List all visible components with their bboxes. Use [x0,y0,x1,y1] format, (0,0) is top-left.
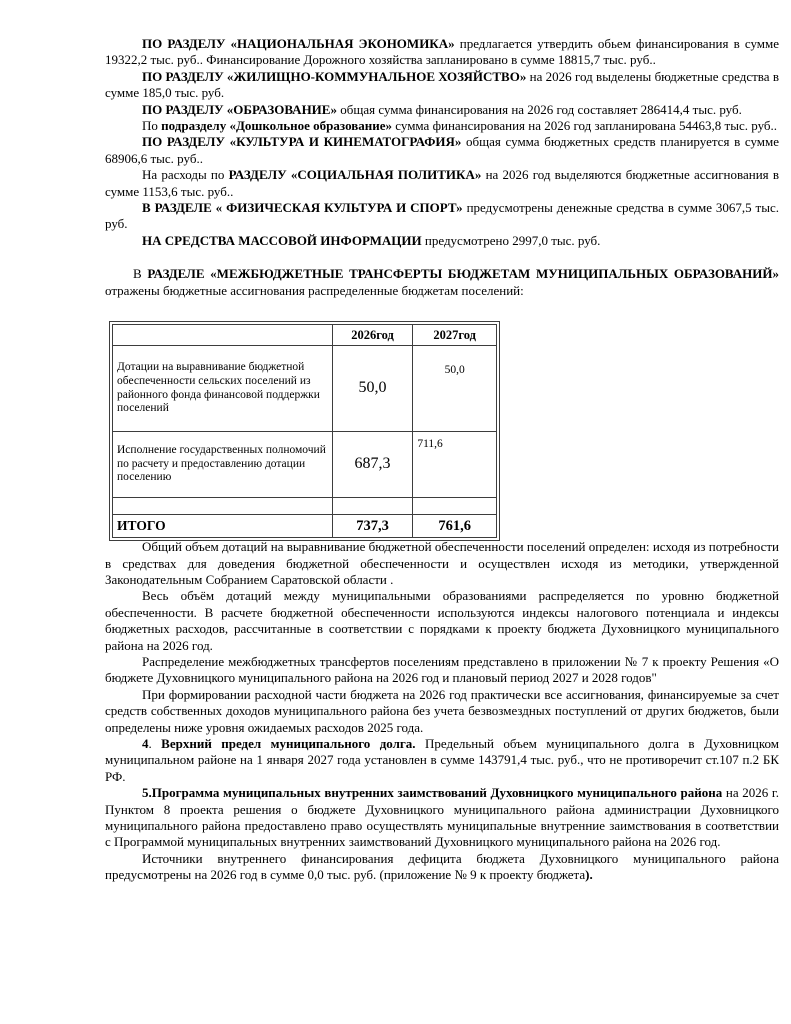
item-heading-debt-limit: Верхний предел муниципального долга. [161,735,416,751]
paragraph-text: на 2026 г. Пунктом 8 проекта решения о бюджете Духовницкого муниципального района администрации Духовницкого муниципального района предоставлено право осуществлять муниципальные внутренние заимствования в соответствии с Программой муниципальных внутренних заимствований Духовницкого муниципального района на 2026 год. [105,785,780,850]
item-heading-borrowing-program: 5.Программа муниципальных внутренних заимствований Духовницкого муниципального района [142,785,723,801]
table-cell-2027-value [413,498,497,515]
paragraph-text: на 2026 год выделены бюджетные средства в сумме 185,0 тыс. руб. [105,68,779,101]
section-heading-national-economy: ПО РАЗДЕЛУ «НАЦИОНАЛЬНАЯ ЭКОНОМИКА» [142,36,455,51]
paragraph-text: Распределение межбюджетных трансфертов поселениям представлено в приложении № 7 к проекту Решения «О бюджете Духовницкого муниципального района на 2026 год и плановый период 2027 и 2028 годов" [105,653,779,686]
paragraph-physical-culture-sport [105,200,779,233]
paragraph-mass-media [105,233,779,249]
subsection-heading-preschool: подразделу «Дошкольное образование» [161,118,393,134]
paragraph-national-economy [105,36,779,69]
paragraph-text: Предельный объем муниципального долга в Духовницком муниципальном районе на 1 января 2027 года установлен в сумме 143791,4 тыс. руб., что не противоречит ст.107 п.2 БК РФ. [105,735,779,784]
table-header-row [113,325,497,346]
table-row-dotacii [113,346,497,432]
section-heading-sport: В РАЗДЕЛЕ « ФИЗИЧЕСКАЯ КУЛЬТУРА И СПОРТ» [142,200,463,216]
paragraph-text: сумма финансирования на 2026 год запланирована 54463,8 тыс. руб.. [392,118,778,134]
table-cell-total-2027: 761,6 [413,515,497,538]
paragraph-text: Весь объём дотаций между муниципальными образованиями распределяется по уровню бюджетной обеспеченности. В расчете бюджетной обеспеченности используются индексы налогового потенциала и индексы бюджетных расходов, рассчитанные в соответствии с порядками к проекту бюджета Духовницкого муниципального района на 2026 год. [105,588,779,653]
paragraph-text: предусмотрены денежные средства в сумме 3067,5 тыс. руб. [105,200,779,232]
item-number: 4 [142,735,149,751]
paragraph-text: Общий объем дотаций на выравнивание бюджетной обеспеченности поселений определен: исходя из потребности в средствах для доведения бюджетной обеспеченности и осуществлен исходя из методики, утвержденной Законодательным Собранием Саратовской области . [105,539,779,587]
section-heading-culture-cinema: ПО РАЗДЕЛУ «КУЛЬТУРА И КИНЕМАТОГРАФИЯ» [142,134,462,150]
paragraph-total-dotations [105,539,779,588]
section-heading-interbudget-transfers: РАЗДЕЛЕ «МЕЖБЮДЖЕТНЫЕ ТРАНСФЕРТЫ БЮДЖЕТАМ МУНИЦИПАЛЬНЫХ ОБРАЗОВАНИЙ» [147,266,780,282]
paragraph-text: предлагается утвердить обьем финансирования в сумме 19322,2 тыс. руб.. Финансирование Дорожного хозяйства запланировано в сумме 18815,7 тыс. руб.. [105,36,779,68]
paragraph-text: Источники внутреннего финансирования дефицита бюджета Духовницкого муниципального района предусмотрены на 2026 год в сумме 0,0 тыс. руб. (приложение № 9 к проекту бюджета [105,850,779,883]
paragraph-borrowing-program [105,785,779,851]
table-header-2026: 2026год [332,325,413,346]
table-row-empty [113,498,497,515]
table-cell-label: Исполнение государственных полномочий по расчету и предоставлению дотации поселению [113,432,333,498]
paragraph-education [105,102,779,118]
table-row-total [113,515,497,538]
paragraph-text: При формировании расходной части бюджета на 2026 год практически все ассигнования, финансируемые за счет средств собственных доходов муниципального района без учета безвозмездных поступлений от других бюджетов, были определены ниже уровня ожидаемых расходов 2025 года. [105,686,779,735]
paragraph-dotations-distribution [105,588,779,654]
table-cell-2026-value [332,498,413,515]
table-row-ispolnenie [113,432,497,498]
paragraph-text: . [148,735,162,751]
paragraph-text: На расходы по [142,167,229,183]
paragraph-deficit-financing-sources [105,851,779,884]
table-header-2027: 2027год [413,325,497,346]
table-header-empty [113,325,333,346]
paragraph-text: общая сумма финансирования на 2026 год составляет 286414,4 тыс. руб. [336,101,742,117]
paragraph-text: общая сумма бюджетных средств планируется в сумме 68906,6 тыс. руб.. [105,134,779,166]
table-cell-total-2026: 737,3 [332,515,413,538]
paragraph-social-policy [105,167,779,200]
paragraph-preschool-education [105,118,779,134]
paragraph-text-bold-end: ). [585,867,593,883]
paragraph-municipal-debt-limit [105,736,779,785]
table-cell-2026-value: 50,0 [332,346,413,432]
table-cell-2027-value: 711,6 [413,432,497,498]
section-heading-education: ПО РАЗДЕЛУ «ОБРАЗОВАНИЕ» [142,101,337,117]
transfers-table [112,324,497,538]
paragraph-text: на 2026 год выделяются бюджетные ассигнования в сумме 1153,6 тыс. руб.. [105,167,779,199]
paragraph-interbudget-transfers [105,266,779,299]
table-cell-2027-value: 50,0 [413,346,497,432]
table-cell-label [113,498,333,515]
section-heading-housing-utilities: ПО РАЗДЕЛУ «ЖИЛИЩНО-КОММУНАЛЬНОЕ ХОЗЯЙСТВО» [142,68,527,84]
paragraph-text: предусмотрено 2997,0 тыс. руб. [421,232,601,248]
paragraph-culture-cinema [105,134,779,167]
table-cell-2026-value: 687,3 [332,432,413,498]
paragraph-text: По [142,118,162,134]
paragraph-transfers-appendix [105,654,779,687]
table-cell-label: Дотации на выравнивание бюджетной обеспеченности сельских поселений из районного фонда финансовой поддержки поселений [113,346,333,432]
paragraph-expenditure-formation [105,687,779,736]
paragraph-text: отражены бюджетные ассигнования распределенные бюджетам поселений: [105,282,524,298]
paragraph-housing-utilities [105,69,779,102]
table-cell-total-label: ИТОГО [113,515,333,538]
paragraph-text: В [133,266,148,282]
document-content [105,36,779,884]
section-heading-social-policy: РАЗДЕЛУ «СОЦИАЛЬНАЯ ПОЛИТИКА» [228,167,482,183]
section-heading-mass-media: НА СРЕДСТВА МАССОВОЙ ИНФОРМАЦИИ [142,232,422,248]
